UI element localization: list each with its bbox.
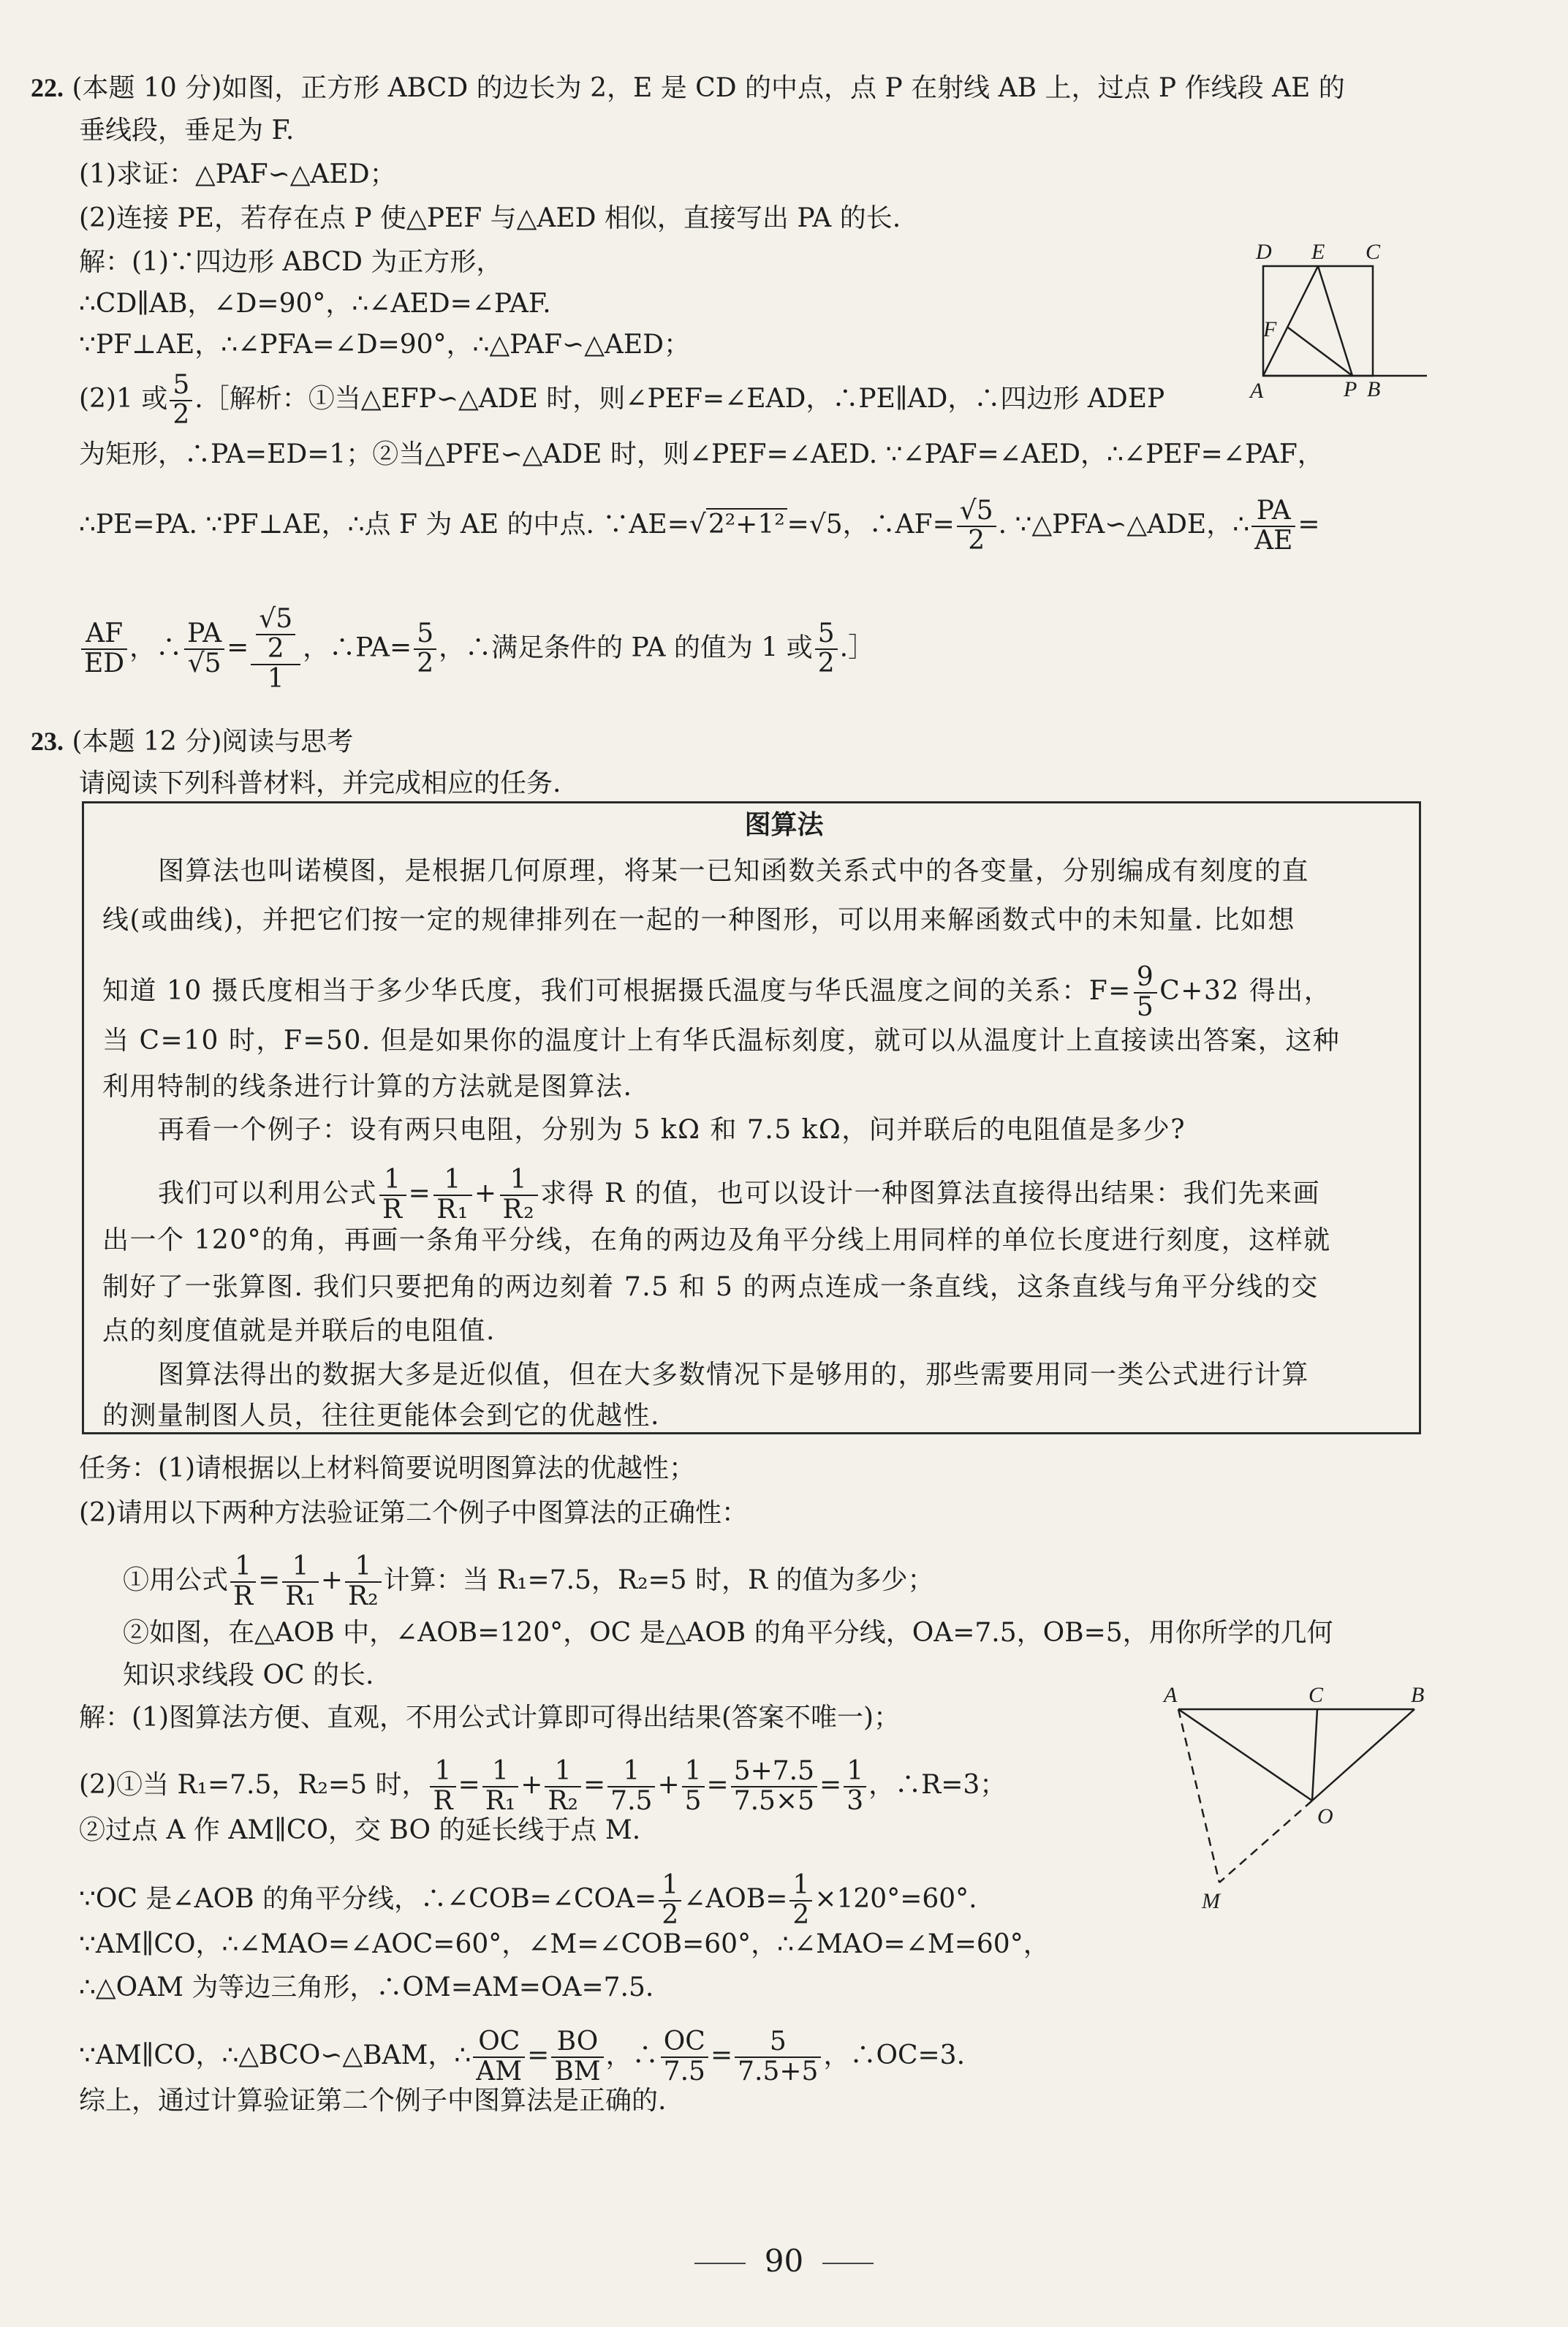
fraction-5-over-2-b [414, 620, 436, 678]
sol7-text-c: ，∴OC=3. [823, 2040, 966, 2070]
task3-text-b: 计算：当 R₁=7.5，R₂=5 时，R 的值为多少； [383, 1564, 934, 1595]
label-M: M [1202, 1889, 1220, 1913]
fraction-1-over-R2-b [345, 1553, 382, 1611]
denominator: 5 [684, 1785, 702, 1816]
page-number-text: 90 [764, 2243, 804, 2279]
numerator: PA [1251, 497, 1295, 527]
denominator: R₁ [485, 1785, 516, 1816]
q23-solution-line4 [79, 1872, 977, 1930]
fraction-sqrt5-over-2-inner [256, 605, 295, 664]
denominator: 2 [792, 1899, 810, 1930]
label-B: B [1411, 1683, 1425, 1707]
fraction-5-over-2-c [815, 620, 838, 678]
square-ABCD [1263, 266, 1373, 376]
numerator: 1 [659, 1872, 681, 1902]
q23-task3: ①用公式 $\frac{1}{R}$ = $\frac{1}{\text{R₁}}$ + $\frac{1}{\text{R₂}}$ 计算：当 R₁=7.5，R₂=5 时，R 的值为多少； [123, 1551, 934, 1611]
numerator: √5 [256, 605, 295, 635]
sol4-text-a: ∵OC 是∠AOB 的角平分线，∴∠COB=∠COA= [79, 1883, 657, 1914]
q23-solution-line5: ∵AM∥CO，∴∠MAO=∠AOC=60°，∠M=∠COB=60°，∴∠MAO=∠M=60°， [79, 1929, 1050, 1959]
fraction-5-over-12.5 [735, 2028, 821, 2086]
fraction-1-over-R [379, 1166, 406, 1225]
label-B: B [1367, 377, 1381, 401]
q22-solution-line3: ∵PF⊥AE，∴∠PFA=∠D=90°，∴△PAF∽△AED； [79, 330, 691, 360]
denominator: 7.5×5 [733, 1785, 815, 1816]
q23-solution-line1: 解：(1)图算法方便、直观，不用公式计算即可得出结果(答案不唯一)； [79, 1703, 901, 1733]
sqrt-sign: √ [689, 509, 706, 540]
fraction-1-over-R2-c [545, 1757, 581, 1816]
label-O: O [1317, 1804, 1333, 1828]
q22-number: 22. [31, 73, 64, 102]
numerator: 1 [345, 1553, 382, 1583]
numerator: 1 [482, 1757, 519, 1787]
box-line9: 制好了一张算图. 我们只要把角的两边刻着 7.5 和 5 的两点连成一条直线，这条直线与角平分线的交 [102, 1272, 1319, 1302]
q22-sol6-text-c: . ∵△PFA∽△ADE，∴ [998, 509, 1250, 540]
plus-sign-b: + [320, 1564, 344, 1595]
q23-number: 23. [31, 727, 64, 756]
denominator: 7.5+5 [738, 2056, 819, 2086]
box-line7: 我们可以利用公式 $\frac{1}{R}$ = $\frac{1}{\text{R₁}}$ + $\frac{1}{\text{R₂}}$ 求得 R 的值，也可以设计一种图算法直接得出结果：我们先来画 [158, 1165, 1321, 1225]
fraction-AF-over-ED [81, 620, 127, 678]
numerator: 1 [230, 1553, 256, 1583]
label-C: C [1366, 240, 1381, 264]
q22-task2: (2)连接 PE，若存在点 P 使△PEF 与△AED 相似，直接写出 PA 的长. [79, 203, 901, 233]
q23-solution-line7: ∵AM∥CO，∴△BCO∽△BAM，∴ $\frac{OC}{AM}$ = $\frac{BO}{BM}$ ，∴ $\frac{OC}{7.5}$ = $\frac{5}{7.5+5}$ ，∴OC=3. [79, 2027, 966, 2086]
segment-OC [1312, 1709, 1317, 1801]
numerator: 1 [433, 1166, 472, 1196]
sol2-text-a: (2)①当 R₁=7.5，R₂=5 时， [79, 1769, 428, 1800]
box-line6: 再看一个例子：设有两只电阻，分别为 5 kΩ 和 7.5 kΩ，问并联后的电阻值是多少? [158, 1115, 1186, 1145]
box-title: 图算法 [744, 809, 824, 840]
q23-stem-text-1: (本题 12 分)阅读与思考 [72, 727, 354, 757]
fraction-PA-over-AE [1251, 497, 1295, 556]
box-line4: 当 C=10 时，F=50. 但是如果你的温度计上有华氏温标刻度，就可以从温度计上直接读出答案，这种 [102, 1026, 1341, 1056]
denominator: R₂ [502, 1194, 536, 1225]
q22-sol6-text-d: = [1298, 509, 1320, 540]
label-C: C [1308, 1683, 1324, 1707]
q22-sol6-text-a: ∴PE=PA. ∵PF⊥AE，∴点 F 为 AE 的中点. ∵AE= [79, 509, 689, 540]
denominator: √5 [187, 648, 221, 679]
denominator: 2 [662, 1899, 679, 1930]
fraction-sqrt5-over-2 [957, 497, 996, 556]
q23-solution-line3: ②过点 A 作 AM∥CO，交 BO 的延长线于点 M. [79, 1815, 641, 1845]
numerator: 1 [545, 1757, 581, 1787]
denominator: 2 [417, 648, 434, 679]
q22-sol6-text-b: =√5，∴AF= [787, 509, 955, 540]
denominator: AE [1254, 525, 1293, 556]
fraction-OC-over-AM [473, 2028, 525, 2086]
q22-solution-line6 [79, 497, 1320, 556]
numerator: 1 [500, 1166, 539, 1196]
q23-task4: ②如图，在△AOB 中，∠AOB=120°，OC 是△AOB 的角平分线，OA=7.5，OB=5，用你所学的几何 [123, 1618, 1333, 1648]
plus-sign: + [474, 1178, 498, 1208]
denominator: 7.5 [610, 1785, 653, 1816]
fraction-1-over-R1-b [282, 1553, 319, 1611]
sol2-text-b: ，∴R=3； [868, 1769, 1007, 1800]
denominator: R₁ [285, 1581, 316, 1611]
q22-solution-line7: $\frac{AF}{ED}$ ，∴ $\frac{PA}{√5}$ = $\frac{\frac{√5}{2}}{1}$ ，∴PA= $\frac{5}{2}$ ，∴满足条件的 PA 的值为 1 或 $\frac{5}{2}$ .］ [79, 605, 874, 694]
box-line3-text-a: 知道 10 摄氏度相当于多少华氏度，我们可根据摄氏温度与华氏温度之间的关系：F= [102, 975, 1132, 1006]
fraction-9-over-5 [1134, 964, 1157, 1022]
q22-solution-line5: 为矩形，∴PA=ED=1；②当△PFE∽△ADE 时，则∠PEF=∠AED. ∵∠PAF=∠AED，∴∠PEF=∠PAF， [79, 439, 1324, 469]
denominator: AM [476, 2056, 523, 2086]
q22-stem-line1 [31, 70, 1345, 106]
denominator: R [233, 1581, 254, 1611]
fraction-1-over-R1-c [482, 1757, 519, 1816]
denominator: 2 [968, 525, 985, 556]
numerator: 1 [379, 1166, 406, 1196]
q23-task2: (2)请用以下两种方法验证第二个例子中图算法的正确性： [79, 1498, 748, 1528]
denominator: 5 [1136, 991, 1155, 1022]
q23-task5: 知识求线段 OC 的长. [123, 1660, 374, 1690]
numerator [251, 605, 300, 665]
numerator: 5 [414, 620, 436, 650]
denominator: 2 [173, 399, 190, 430]
box-line7-text-a: 我们可以利用公式 [158, 1178, 378, 1208]
denominator: R₂ [548, 1785, 578, 1816]
label-E: E [1311, 240, 1325, 264]
q22-sol7-text-a: ，∴ [129, 632, 183, 663]
sol7-text-b: ，∴ [605, 2040, 659, 2070]
plus-sign-c: + [520, 1769, 543, 1800]
fraction-5-over-2 [170, 371, 192, 430]
q22-sol4-text-a: (2)1 或 [79, 383, 168, 414]
numerator: 9 [1134, 964, 1157, 994]
label-F: F [1263, 317, 1277, 341]
fraction-1-over-5 [682, 1757, 705, 1816]
fraction-PA-over-sqrt5 [184, 620, 224, 678]
box-line5: 利用特制的线条进行计算的方法就是图算法. [102, 1072, 633, 1102]
sqrt-radicand: 2²+1² [706, 508, 787, 540]
box-line7-text-b: 求得 R 的值，也可以设计一种图算法直接得出结果：我们先来画 [540, 1178, 1321, 1208]
q22-solution-line4 [79, 371, 1164, 430]
fraction-1-over-R1 [433, 1166, 472, 1225]
numerator: PA [184, 620, 224, 650]
box-line11: 图算法得出的数据大多是近似值，但在大多数情况下是够用的，那些需要用同一类公式进行计算 [158, 1360, 1310, 1390]
label-P: P [1344, 377, 1357, 401]
fraction-1-over-R2 [500, 1166, 539, 1225]
compound-fraction [251, 605, 300, 694]
sol4-text-b: ∠AOB= [683, 1883, 788, 1914]
q22-sol7-text-c: ，∴满足条件的 PA 的值为 1 或 [439, 632, 813, 663]
q23-triangle-figure [1155, 1681, 1433, 1923]
fraction-1-over-R-c [430, 1757, 455, 1816]
denominator: 2 [817, 648, 835, 679]
numerator: OC [473, 2028, 525, 2058]
fraction-1-over-2-b [789, 1872, 812, 1930]
numerator: 5 [170, 371, 192, 401]
numerator: 1 [844, 1757, 866, 1787]
q23-solution-line8: 综上，通过计算验证第二个例子中图算法是正确的. [79, 2086, 667, 2116]
plus-sign-d: + [657, 1769, 680, 1800]
fraction-1-over-7.5 [607, 1757, 655, 1816]
dashed-OM [1219, 1801, 1312, 1883]
numerator: BO [551, 2028, 603, 2058]
denominator: R₂ [348, 1581, 379, 1611]
q22-sol7-text-b: ，∴PA= [303, 632, 412, 663]
denominator: 3 [847, 1785, 864, 1816]
dash-left [694, 2263, 746, 2264]
q23-stem-line1 [31, 724, 353, 760]
numerator: 1 [682, 1757, 705, 1787]
numerator: OC [661, 2028, 708, 2058]
numerator: 1 [789, 1872, 812, 1902]
sol7-text-a: ∵AM∥CO，∴△BCO∽△BAM，∴ [79, 2040, 471, 2070]
q23-solution-line6: ∴△OAM 为等边三角形，∴OM=AM=OA=7.5. [79, 1972, 654, 2002]
q22-stem-line2: 垂线段，垂足为 F. [79, 116, 295, 145]
fraction-1-over-3 [844, 1757, 866, 1816]
label-A: A [1250, 379, 1264, 403]
fraction-1-over-R-b [230, 1553, 256, 1611]
task3-text-a: ①用公式 [123, 1564, 229, 1595]
box-line1: 图算法也叫诺模图，是根据几何原理，将某一已知函数关系式中的各变量，分别编成有刻度的直 [158, 856, 1310, 886]
q22-sol4-text-b: .［解析：①当△EFP∽△ADE 时，则∠PEF=∠EAD，∴PE∥AD，∴四边形 ADEP [194, 383, 1165, 414]
dashed-AM [1178, 1709, 1219, 1883]
denominator: R [433, 1785, 453, 1816]
numerator: AF [81, 620, 127, 650]
numerator: √5 [957, 497, 996, 527]
numerator: 1 [282, 1553, 319, 1583]
denominator: 7.5 [663, 2056, 705, 2086]
denominator: R [382, 1194, 404, 1225]
numerator: 1 [430, 1757, 455, 1787]
box-line12: 的测量制图人员，往往更能体会到它的优越性. [102, 1401, 660, 1431]
box-line2: 线(或曲线)，并把它们按一定的规律排列在一起的一种图形，可以用来解函数式中的未知量. 比如想 [102, 905, 1295, 935]
box-line3 [102, 964, 1331, 1022]
q22-task1: (1)求证：△PAF∽△AED； [79, 159, 396, 189]
numerator: 5+7.5 [731, 1757, 817, 1787]
denominator: ED [84, 648, 125, 679]
denominator: BM [554, 2056, 601, 2086]
q22-solution-line2: ∴CD∥AB，∠D=90°，∴∠AED=∠PAF. [79, 289, 551, 319]
segment-EP [1318, 266, 1352, 376]
numerator: 5 [735, 2028, 821, 2058]
numerator: 1 [607, 1757, 655, 1787]
q22-solution-line1: 解：(1)∵四边形 ABCD 为正方形， [79, 247, 503, 277]
segment-AO [1178, 1709, 1312, 1801]
sol4-text-c: ×120°=60°. [814, 1883, 977, 1914]
q23-solution-line2: (2)①当 R₁=7.5，R₂=5 时， $\frac{1}{R}$ = $\frac{1}{\text{R₁}}$ + $\frac{1}{\text{R₂}}$ = $\frac{1}{7.5}$ + $\frac{1}{5}$ = $\frac{5+7.5}{7.5\times 5}$ = $\frac{1}{3}$ ，∴R=3； [79, 1756, 1007, 1816]
segment-PF [1288, 328, 1352, 376]
fraction-OC-over-7.5 [661, 2028, 708, 2086]
denominator: R₁ [436, 1194, 469, 1225]
denominator: 1 [267, 663, 284, 694]
denominator: 2 [267, 633, 284, 664]
numerator: 5 [815, 620, 838, 650]
label-D: D [1256, 240, 1272, 264]
segment-OB [1312, 1709, 1414, 1801]
fraction-sum-over-product [731, 1757, 817, 1816]
page-number [0, 2243, 1568, 2279]
q23-task1: 任务：(1)请根据以上材料简要说明图算法的优越性； [79, 1453, 695, 1483]
label-A: A [1164, 1683, 1178, 1707]
q23-stem-line2: 请阅读下列科普材料，并完成相应的任务. [79, 768, 561, 798]
q22-sol7-text-d: .］ [839, 632, 875, 663]
dash-right [822, 2263, 874, 2264]
box-line10: 点的刻度值就是并联后的电阻值. [102, 1316, 496, 1346]
box-line8: 出一个 120°的角，再画一条角平分线，在角的两边及角平分线上用同样的单位长度进行刻度，这样就 [102, 1225, 1331, 1255]
fraction-BO-over-BM [551, 2028, 603, 2086]
q22-square-figure [1235, 240, 1433, 408]
fraction-1-over-2 [659, 1872, 681, 1930]
q22-stem-text-1: (本题 10 分)如图，正方形 ABCD 的边长为 2，E 是 CD 的中点，点 P 在射线 AB 上，过点 P 作线段 AE 的 [72, 73, 1345, 103]
box-line3-text-b: C+32 得出， [1159, 975, 1332, 1006]
